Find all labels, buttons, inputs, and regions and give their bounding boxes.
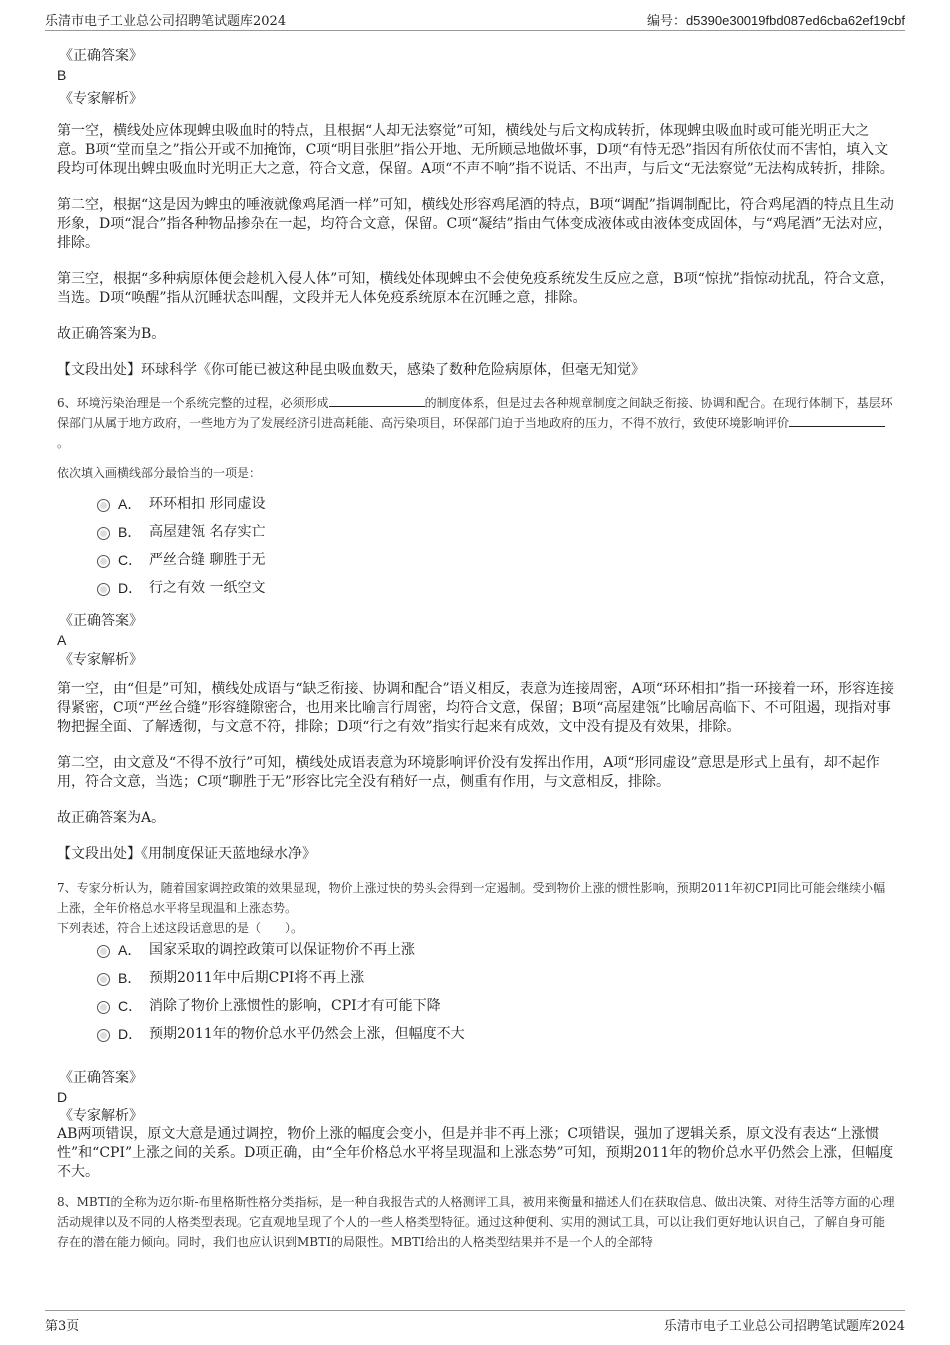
option-key: C． <box>118 998 143 1014</box>
radio-icon[interactable] <box>97 945 110 958</box>
q6-analysis-2: 第二空，由文意及“不得不放行”可知，横线处成语表意为环境影响评价没有发挥出作用，A项“形同虚设”意思是形式上虽有，却不起作用，符合文意，当选；C项“聊胜于无”形容比完全没有稍好一点，侧重有作用，与文意相反，排除。 <box>57 755 880 790</box>
option-text: 严丝合缝 聊胜于无 <box>149 552 266 568</box>
page-header <box>45 8 905 31</box>
radio-icon[interactable] <box>97 973 110 986</box>
header-code: 编号：d5390e30019fbd087ed6cba62ef19cbf <box>646 13 905 28</box>
q6-source: 【文段出处】《用制度保证天蓝地绿水净》 <box>57 846 316 862</box>
q6-option-d[interactable] <box>57 578 895 606</box>
q8-question: 8、MBTI的全称为迈尔斯-布里格斯性格分类指标，是一种自我报告式的人格测评工具，被用来衡量和描述人们在获取信息、做出决策、对待生活等方面的心理活动规律以及不同的人格类型表现。它直观地呈现了个人的一些人格类型特征。通过这种便利、实用的测试工具，可以让我们更好地认识自己，了解自身可能存在的潜在能力倾向。同时，我们也应认识到MBTI的局限性。MBTI给出的人格类型结果并不是一个人的全部特 <box>57 1195 895 1249</box>
q5-analysis-2: 第二空，根据“这是因为蜱虫的唾液就像鸡尾酒一样”可知，横线处形容鸡尾酒的特点，B项“调配”指调制配比，符合鸡尾酒的特点且生动形象，D项“混合”指各种物品掺杂在一起，均符合文意，保留。C项“凝结”指由气体变成液体或由液体变成固体，与“鸡尾酒”无法对应，排除。 <box>57 197 894 251</box>
option-key: D． <box>118 1026 143 1042</box>
page-footer <box>45 1310 905 1337</box>
q7-answer: D <box>57 1089 68 1105</box>
radio-icon[interactable] <box>97 583 110 596</box>
option-text: 国家采取的调控政策可以保证物价不再上涨 <box>149 942 415 958</box>
option-key: A． <box>118 496 142 512</box>
q6-answer: A <box>57 632 67 648</box>
q5-analysis-3: 第三空，根据“多种病原体便会趁机入侵人体”可知，横线处体现蜱虫不会使免疫系统发生反应之意，B项“惊扰”指惊动扰乱，符合文意，当选。D项“唤醒”指从沉睡状态叫醒，文段并无人体免疫系统原本在沉睡之意，排除。 <box>57 271 894 306</box>
page-content <box>57 47 895 1252</box>
q6-option-c[interactable] <box>57 550 895 578</box>
q6-conclusion: 故正确答案为A。 <box>57 810 166 826</box>
q6-blank-1 <box>329 394 425 407</box>
radio-icon[interactable] <box>97 555 110 568</box>
q6-analysis-1: 第一空，由“但是”可知，横线处成语与“缺乏衔接、协调和配合”语义相反，表意为连接周密，A项“环环相扣”指一环接着一环，形容连接得紧密，C项“严丝合缝”形容缝隙密合，也用来比喻言行周密，均符合文意，保留；B项“高屋建瓴”比喻居高临下、不可阻遏，现指对事物把握全面、了解透彻，与文意不符，排除；D项“行之有效”指实行起来有成效，文中没有提及有效果，排除。 <box>57 681 895 735</box>
option-key: D． <box>118 580 143 596</box>
q7-options <box>57 940 895 1052</box>
option-text: 预期2011年的物价总水平仍然会上涨，但幅度不大 <box>149 1026 465 1042</box>
expert-analysis-label: 《专家解析》 <box>59 652 143 668</box>
q6-blank-2 <box>789 414 885 427</box>
radio-icon[interactable] <box>97 527 110 540</box>
expert-analysis-label: 《专家解析》 <box>59 1108 143 1124</box>
q6-text-a: 6、环境污染治理是一个系统完整的过程，必须形成 <box>57 396 329 410</box>
option-text: 高屋建瓴 名存实亡 <box>149 524 266 540</box>
correct-answer-label: 《正确答案》 <box>59 613 143 629</box>
header-title: 乐清市电子工业总公司招聘笔试题库2024 <box>45 14 287 29</box>
option-text: 行之有效 一纸空文 <box>149 580 266 596</box>
q7-option-c[interactable] <box>57 996 895 1024</box>
q6-text-b: 的制度体系，但是过去各种规章制度之间缺乏衔接、协调和配合。在现行体制下，基层环保部门从属于地方政府，一些地方为了发展经济引进高耗能、高污染项目，环保部门迫于当地政府的压力，不得不放行，致使环境影响评价 <box>57 396 893 430</box>
q5-conclusion: 故正确答案为B。 <box>57 326 166 342</box>
expert-analysis-label: 《专家解析》 <box>59 91 143 107</box>
q5-source: 【文段出处】环球科学《你可能已被这种昆虫吸血数天，感染了数种危险病原体，但毫无知觉》 <box>57 362 645 378</box>
radio-icon[interactable] <box>97 1001 110 1014</box>
radio-icon[interactable] <box>97 499 110 512</box>
option-key: A． <box>118 942 142 958</box>
q7-option-d[interactable] <box>57 1024 895 1052</box>
correct-answer-label: 《正确答案》 <box>59 1070 143 1086</box>
option-text: 预期2011年中后期CPI将不再上涨 <box>149 970 365 986</box>
q6-option-b[interactable] <box>57 522 895 550</box>
option-text: 环环相扣 形同虚设 <box>149 496 266 512</box>
q6-text-c: 。 <box>57 436 70 450</box>
footer-title: 乐清市电子工业总公司招聘笔试题库2024 <box>663 1319 905 1334</box>
q7-prompt: 下列表述，符合上述这段话意思的是（ ）。 <box>57 921 304 935</box>
q7-option-a[interactable] <box>57 940 895 968</box>
option-key: C． <box>118 552 143 568</box>
q6-prompt: 依次填入画横线部分最恰当的一项是： <box>57 466 262 480</box>
radio-icon[interactable] <box>97 1029 110 1042</box>
correct-answer-label: 《正确答案》 <box>59 48 143 64</box>
option-text: 消除了物价上涨惯性的影响，CPI才有可能下降 <box>149 998 441 1014</box>
q6-question <box>57 393 895 453</box>
q7-option-b[interactable] <box>57 968 895 996</box>
q5-answer: B <box>57 67 67 83</box>
q6-options <box>57 494 895 606</box>
q6-option-a[interactable] <box>57 494 895 522</box>
q7-analysis: AB两项错误，原文大意是通过调控，物价上涨的幅度会变小，但是并非不再上涨；C项错误，强加了逻辑关系，原文没有表达“上涨惯性”和“CPI”上涨之间的关系。D项正确，由“全年价格总水平将呈现温和上涨态势”可知，预期2011年的物价总水平仍然会上涨，但幅度不大。 <box>57 1126 894 1180</box>
footer-page-number: 第3页 <box>45 1319 80 1334</box>
q5-analysis-1: 第一空，横线处应体现蜱虫吸血时的特点，且根据“人却无法察觉”可知，横线处与后文构成转折，体现蜱虫吸血时或可能光明正大之意。B项“堂而皇之”指公开或不加掩饰，C项“明目张胆”指公开地、无所顾忌地做坏事，D项“有恃无恐”指因有所依仗而不害怕，填入文段均可体现出蜱虫吸血时光明正大之意，符合文意，保留。A项“不声不响”指不说话、不出声，与后文“无法察觉”无法构成转折，排除。 <box>57 123 894 177</box>
option-key: B． <box>118 970 142 986</box>
q7-question: 7、专家分析认为，随着国家调控政策的效果显现，物价上涨过快的势头会得到一定遏制。受到物价上涨的惯性影响，预期2011年初CPI同比可能会继续小幅上涨，全年价格总水平将呈现温和上涨态势。 <box>57 881 886 915</box>
option-key: B． <box>118 524 142 540</box>
